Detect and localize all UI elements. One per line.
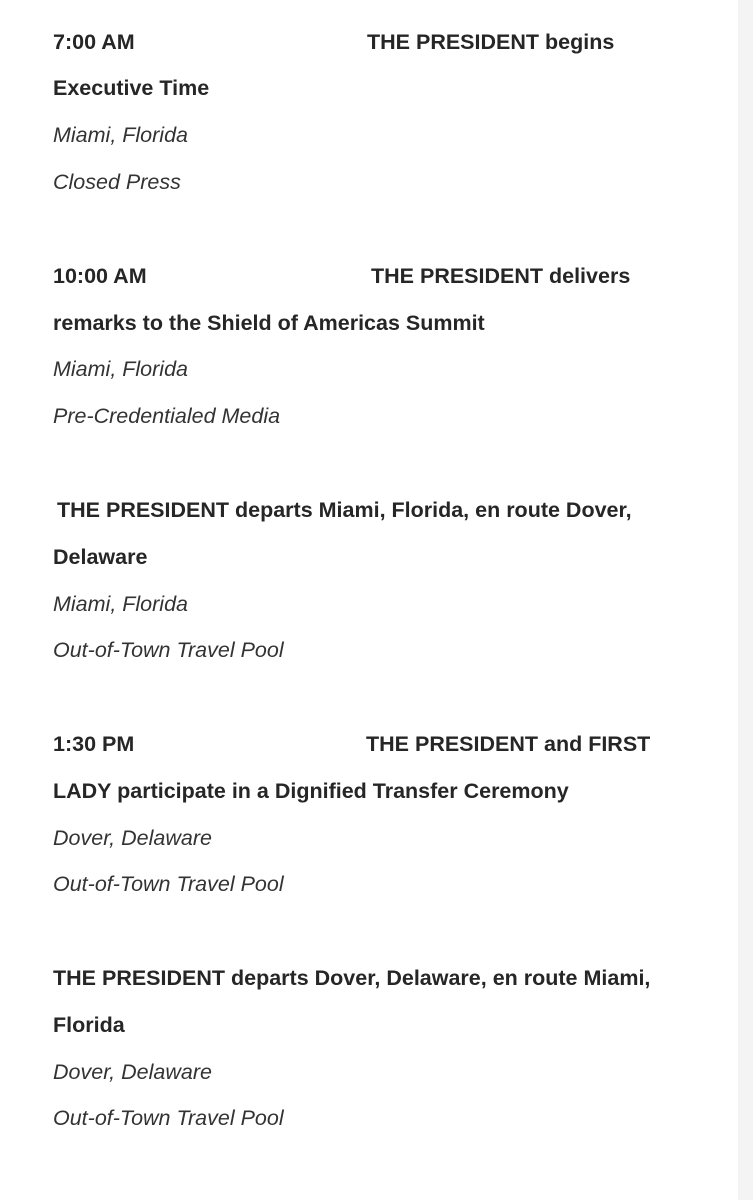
event-title-line-1: THE PRESIDENT and FIRST <box>366 732 651 756</box>
event-title-line-1: THE PRESIDENT departs Dover, Delaware, en route Miami, <box>53 966 651 990</box>
event-title-line-2: remarks to the Shield of Americas Summit <box>53 311 485 335</box>
event-time: 10:00 AM <box>53 264 147 288</box>
event-coverage: Out-of-Town Travel Pool <box>53 1106 284 1130</box>
event-title-line-1: THE PRESIDENT begins <box>367 30 615 54</box>
event-coverage: Closed Press <box>53 170 181 194</box>
event-title-line-2: Delaware <box>53 545 148 569</box>
event-coverage: Out-of-Town Travel Pool <box>53 872 284 896</box>
event-title-line-2: LADY participate in a Dignified Transfer Ceremony <box>53 779 569 803</box>
event-title-line-2: Florida <box>53 1013 125 1037</box>
event-location: Dover, Delaware <box>53 1060 212 1084</box>
event-title-line-1: THE PRESIDENT departs Miami, Florida, en route Dover, <box>57 498 632 522</box>
event-title-line-2: Executive Time <box>53 76 210 100</box>
event-location: Miami, Florida <box>53 123 188 147</box>
page-edge <box>738 0 753 1200</box>
event-location: Dover, Delaware <box>53 826 212 850</box>
event-location: Miami, Florida <box>53 357 188 381</box>
event-time: 1:30 PM <box>53 732 135 756</box>
event-time: 7:00 AM <box>53 30 135 54</box>
event-title-line-1: THE PRESIDENT delivers <box>371 264 631 288</box>
event-coverage: Pre-Credentialed Media <box>53 404 281 428</box>
event-location: Miami, Florida <box>53 592 188 616</box>
event-coverage: Out-of-Town Travel Pool <box>53 638 284 662</box>
